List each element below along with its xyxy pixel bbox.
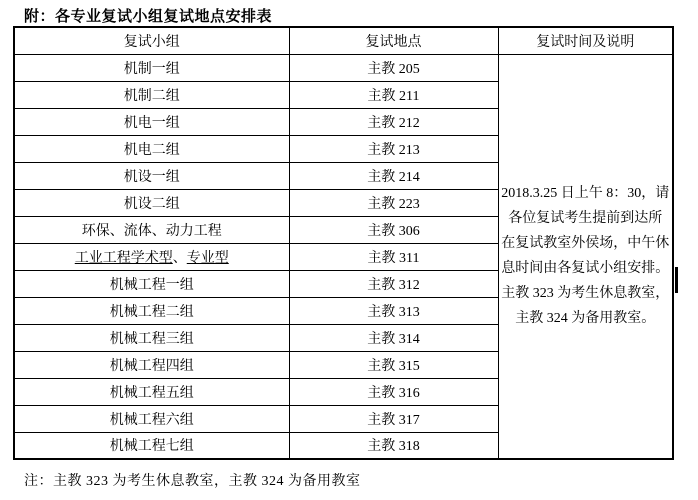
group-cell: 机械工程七组	[14, 432, 289, 459]
plain-text: 、	[172, 250, 187, 266]
time-note-line: 2018.3.25 日上午 8：30，请	[501, 186, 670, 202]
group-cell: 机械工程一组	[14, 270, 289, 297]
underlined-text: 工业工程学术型	[74, 250, 173, 266]
group-cell: 机设二组	[14, 189, 289, 216]
group-cell: 机电一组	[14, 108, 289, 135]
group-cell: 机电二组	[14, 135, 289, 162]
location-cell: 主教 214	[289, 162, 498, 189]
location-cell: 主教 317	[289, 405, 498, 432]
group-cell: 机械工程三组	[14, 324, 289, 351]
location-cell: 主教 318	[289, 432, 498, 459]
location-cell: 主教 313	[289, 297, 498, 324]
location-cell: 主教 223	[289, 189, 498, 216]
underlined-text: 专业型	[186, 250, 229, 266]
footnote: 注：主教 323 为考生休息教室，主教 324 为备用教室	[24, 474, 361, 489]
location-cell: 主教 312	[289, 270, 498, 297]
group-cell: 机械工程二组	[14, 297, 289, 324]
header-group: 复试小组	[14, 27, 289, 54]
group-cell: 机制二组	[14, 81, 289, 108]
location-cell: 主教 316	[289, 378, 498, 405]
location-cell: 主教 315	[289, 351, 498, 378]
time-note-line: 息时间由各复试小组安排。	[501, 261, 670, 277]
group-cell	[14, 243, 289, 270]
time-note-line: 主教 323 为考生休息教室，	[501, 286, 670, 302]
time-note-line: 主教 324 为备用教室。	[515, 311, 656, 327]
retest-schedule-table	[13, 26, 674, 460]
table-row	[14, 54, 673, 81]
group-cell: 机制一组	[14, 54, 289, 81]
header-time-note: 复试时间及说明	[498, 27, 673, 54]
table-header-row	[14, 27, 673, 54]
time-note-line: 在复试教室外侯场，中午休	[501, 236, 670, 252]
location-cell: 主教 306	[289, 216, 498, 243]
location-cell: 主教 212	[289, 108, 498, 135]
group-cell: 机械工程四组	[14, 351, 289, 378]
group-cell: 机械工程五组	[14, 378, 289, 405]
text-cursor	[675, 267, 678, 293]
time-note-cell	[498, 54, 673, 459]
location-cell: 主教 213	[289, 135, 498, 162]
location-cell: 主教 205	[289, 54, 498, 81]
table-body	[14, 54, 673, 459]
location-cell: 主教 314	[289, 324, 498, 351]
page-title: 附：各专业复试小组复试地点安排表	[24, 9, 273, 25]
group-cell: 机设一组	[14, 162, 289, 189]
group-cell: 机械工程六组	[14, 405, 289, 432]
group-cell: 环保、流体、动力工程	[14, 216, 289, 243]
location-cell: 主教 311	[289, 243, 498, 270]
header-location: 复试地点	[289, 27, 498, 54]
location-cell: 主教 211	[289, 81, 498, 108]
time-note-line: 各位复试考生提前到达所	[508, 211, 663, 227]
